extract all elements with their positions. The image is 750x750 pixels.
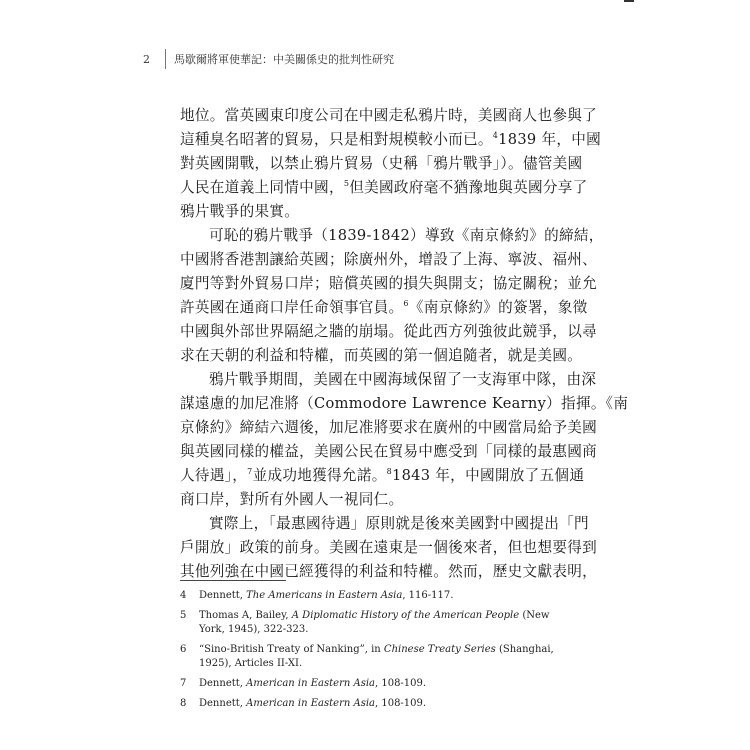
header-divider <box>165 49 166 69</box>
running-title: 馬歇爾將軍使華記：中美關係史的批判性研究 <box>174 53 394 66</box>
text-line: 對英國開戰，以禁止鴉片貿易（史稱「鴉片戰爭」）。儘管美國 <box>180 155 583 172</box>
footnote-text: Dennett, American in Eastern Asia, 108-109. <box>199 678 427 689</box>
footnote-ref: 4 <box>492 131 499 141</box>
footnote-5 <box>180 609 560 637</box>
top-edge-mark <box>624 0 634 2</box>
footnote-number: 4 <box>180 590 187 601</box>
footnote-text: “Sino-British Treaty of Nanking”, in Chinese Treaty Series (Shanghai, 1925), Articles II-XI. <box>199 644 554 669</box>
footnote-ref: 5 <box>343 179 350 189</box>
text-line: 中國將香港割讓給英國；除廣州外，增設了上海、寧波、福州、 <box>180 251 598 268</box>
footnote-ref: 7 <box>247 467 253 477</box>
text-line: 鴉片戰爭的果實。 <box>180 203 300 220</box>
running-header <box>143 48 394 70</box>
footnote-text: Thomas A, Bailey, A Diplomatic History of the American People (New York, 1945), 322-323. <box>199 610 550 635</box>
body-text <box>180 104 629 584</box>
footnote-number: 8 <box>180 698 187 709</box>
footnote-number: 7 <box>180 678 187 689</box>
footnote-7 <box>180 677 560 691</box>
footnote-ref: 8 <box>386 467 392 477</box>
text-line: 與英國同樣的權益，美國公民在貿易中應受到「同樣的最惠國商 <box>180 443 598 460</box>
footnote-6 <box>180 643 560 671</box>
text-line: 實際上，「最惠國待遇」原則就是後來美國對中國提出「門 <box>209 515 589 532</box>
text-line: 可恥的鴉片戰爭（1839-1842）導致《南京條約》的締結， <box>209 227 604 244</box>
footnote-separator <box>180 580 286 581</box>
paragraph-3 <box>180 368 629 512</box>
text-line: 其他列強在中國已經獲得的利益和特權。然而，歷史文獻表明， <box>180 563 598 580</box>
footnote-text: Dennett, The Americans in Eastern Asia, 116-117. <box>199 590 454 601</box>
footnote-4 <box>180 589 560 603</box>
paragraph-4 <box>180 512 598 584</box>
text-line: 許英國在通商口岸任命領事官員。$^6$《南京條約》的簽署，象徵 <box>180 299 588 316</box>
paragraph-1 <box>180 104 602 224</box>
text-line: 人民在道義上同情中國，$^5$但美國政府毫不猶豫地與英國分享了 <box>180 179 588 196</box>
page-number: 2 <box>143 52 150 66</box>
text-line: 戶開放」政策的前身。美國在遠東是一個後來者，但也想要得到 <box>180 539 598 556</box>
text-line: 鴉片戰爭期間，美國在中國海域保留了一支海軍中隊，由深 <box>209 371 597 388</box>
text-line: 這種臭名昭著的貿易，只是相對規模較小而已。$^4$1839 年，中國 <box>180 131 602 148</box>
footnote-8 <box>180 697 560 711</box>
text-line: 地位。當英國東印度公司在中國走私鴉片時，美國商人也參與了 <box>180 107 598 124</box>
footnote-text: Dennett, American in Eastern Asia, 108-109. <box>199 698 427 709</box>
footnote-ref: 6 <box>403 299 409 309</box>
text-line: 商口岸，對所有外國人一視同仁。 <box>180 491 404 508</box>
text-line: 中國與外部世界隔絕之牆的崩塌。從此西方列強彼此競爭，以尋 <box>180 323 598 340</box>
text-line: 京條約》締結六週後，加尼准將要求在廣州的中國當局給予美國 <box>180 419 598 436</box>
footnote-number: 6 <box>180 644 187 655</box>
paragraph-2 <box>180 224 604 368</box>
text-line: 求在天朝的利益和特權，而英國的第一個追隨者，就是美國。 <box>180 347 583 364</box>
text-line: 廈門等對外貿易口岸；賠償英國的損失與開支；協定關稅；並允 <box>180 275 598 292</box>
text-line: 謀遠慮的加尼准將（Commodore Lawrence Kearny）指揮。《南 <box>180 395 629 412</box>
footnotes <box>180 589 560 717</box>
footnote-number: 5 <box>180 610 187 621</box>
text-line: 人待遇」，$^7$並成功地獲得允諾。$^8$1843 年，中國開放了五個通 <box>180 467 585 484</box>
